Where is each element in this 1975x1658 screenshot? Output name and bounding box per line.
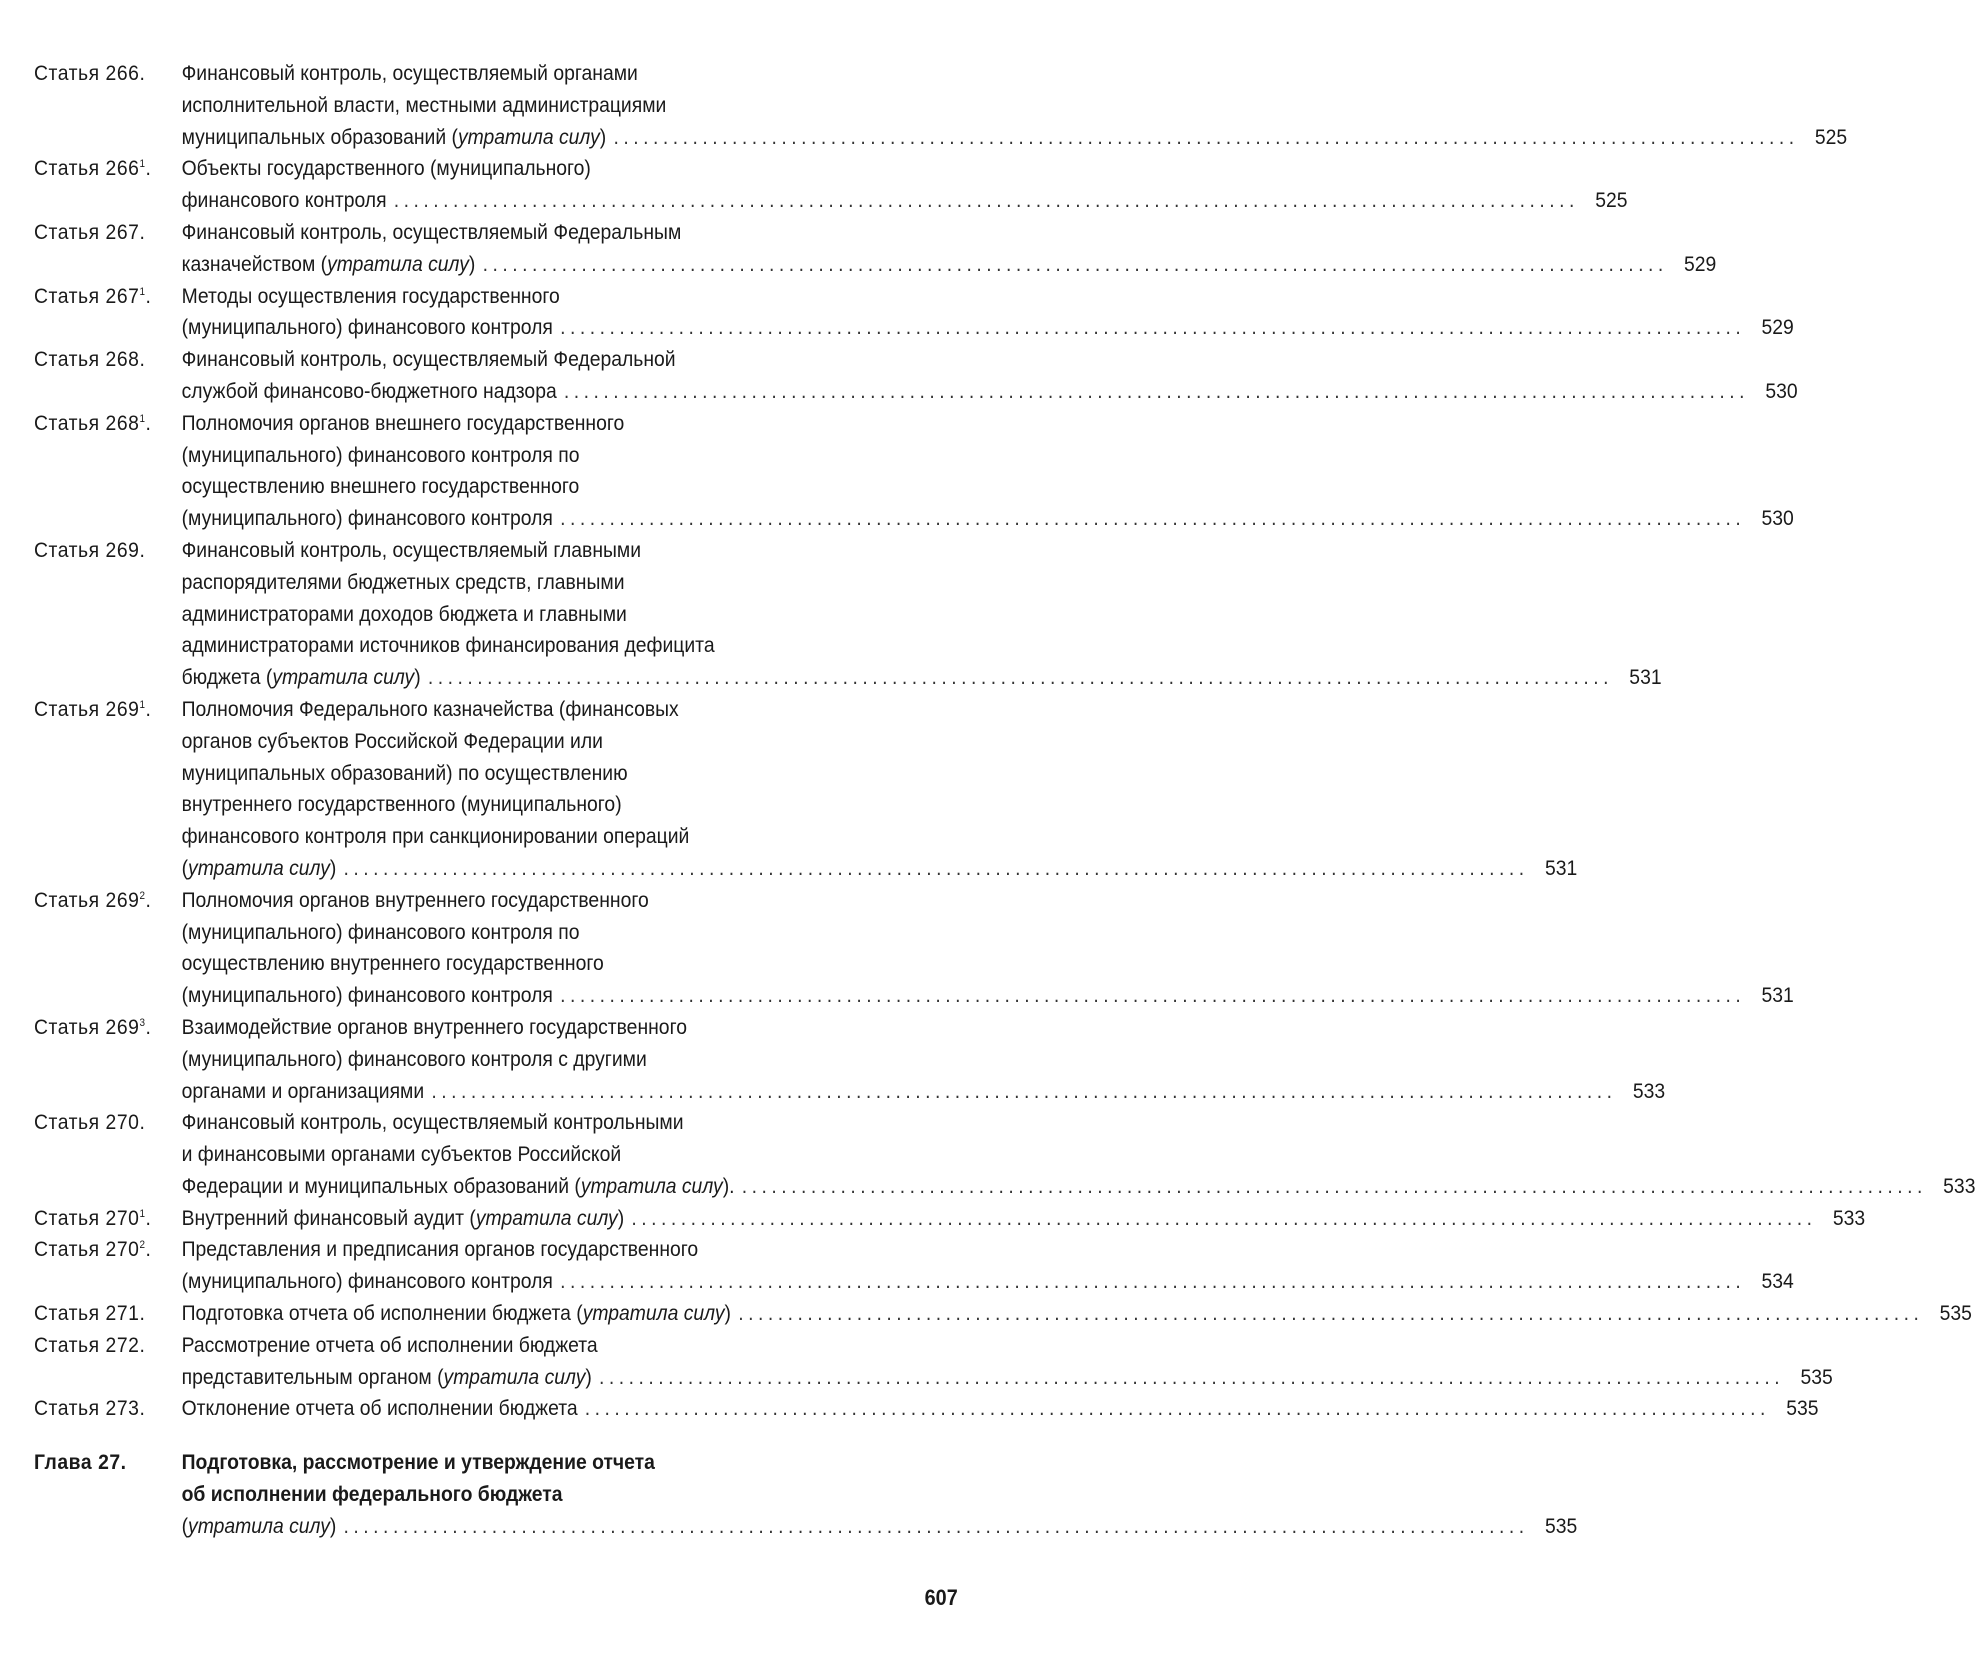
title-text-end: ) [585,1364,592,1389]
title-line: (муниципального) финансового контроля с другими [181,1046,647,1071]
repealed-note: утратила силу [272,665,415,690]
repealed-note: утратила силу [580,1173,723,1198]
title-line: муниципальных образований) по осуществлению [181,760,628,785]
entry-title [182,408,1794,535]
title-text [182,980,553,1012]
title-text [182,1298,731,1330]
entry-title [182,1393,1819,1425]
entry-title [182,885,1794,1012]
title-text [182,122,607,154]
label-superscript: 1 [139,285,146,298]
entry-title [182,344,1798,408]
page-reference[interactable]: 533 [1832,1205,1866,1230]
page-reference[interactable]: 535 [1545,1513,1578,1538]
entry-title [182,1012,1666,1107]
title-text-part: Внутренний финансовый аудит ( [181,1205,476,1230]
entry-title [182,694,1578,885]
entry-title [182,1234,1794,1298]
title-text-part: Подготовка отчета об исполнении бюджета ( [181,1301,583,1326]
label-text: Статья 266 [34,156,140,181]
entry-title [182,1330,1833,1394]
toc-entry[interactable] [34,1330,1833,1394]
page-reference[interactable]: 533 [1632,1078,1666,1103]
label-dot: . [145,156,152,181]
title-last-line [182,1511,1578,1543]
title-line: осуществлению внешнего государственного [181,474,580,499]
dot-leader: ........................................................................................................................ [560,983,1746,1008]
title-line: Полномочия органов внутреннего государственного [181,887,649,912]
dot-leader: ........................................................................................................................ [431,1078,1617,1103]
page-reference[interactable]: 525 [1595,188,1628,213]
repealed-note: утратила силу [188,1513,330,1538]
label-superscript: 1 [139,1207,146,1220]
title-text-part: ( [181,855,189,880]
label-text: Статья 271. [34,1301,146,1326]
title-text [182,503,553,535]
title-text-part: муниципальных образований ( [181,124,458,149]
page-reference[interactable]: 529 [1684,251,1717,276]
article-label [34,885,182,917]
repealed-note: утратила силу [188,855,330,880]
title-last-line [182,1171,1975,1203]
title-line: Полномочия органов внешнего государственного [181,410,625,435]
title-text [182,249,476,281]
title-line: финансового контроля при санкционировании операций [181,824,690,849]
label-text: Статья 270 [34,1237,140,1262]
title-text-part: (муниципального) финансового контроля [181,983,553,1008]
title-line: исполнительной власти, местными администрациями [181,92,667,117]
page-reference[interactable]: 531 [1761,983,1794,1008]
title-text-end: ) [329,855,337,880]
toc-entry[interactable] [34,1203,1866,1235]
title-text [182,1511,337,1543]
toc-entry[interactable] [34,153,1628,217]
page-reference[interactable]: 534 [1761,1269,1794,1294]
page-reference[interactable]: 525 [1814,124,1848,149]
title-line: распорядителями бюджетных средств, главными [181,569,625,594]
label-text: Статья 269 [34,696,140,721]
dot-leader: ........................................................................................................................ [560,506,1746,531]
page-reference[interactable]: 530 [1761,506,1794,531]
entry-title [182,1447,1578,1542]
article-label [34,408,182,440]
label-text: Статья 267. [34,219,146,244]
repealed-note: утратила силу [443,1364,586,1389]
title-line: Финансовый контроль, осуществляемый главными [181,537,642,562]
title-text-part: органами и организациями [181,1078,425,1103]
article-label [34,1298,182,1330]
entry-title [182,535,1662,694]
dot-leader: ........................................................................................................................ [560,315,1746,340]
article-label [34,1330,182,1362]
chapter-entry[interactable] [34,1447,1578,1542]
title-text-part: представительным органом ( [181,1364,444,1389]
title-text-part: (муниципального) финансового контроля [181,1269,553,1294]
title-text-end: ). [722,1173,735,1198]
title-line: Финансовый контроль, осуществляемый Федеральным [181,219,682,244]
label-superscript: 1 [139,412,146,425]
toc-entry[interactable] [34,408,1794,535]
dot-leader: ........................................................................................................................ [343,855,1529,880]
title-last-line [182,662,1662,694]
title-last-line [182,503,1794,535]
title-line: внутреннего государственного (муниципального) [181,792,622,817]
repealed-note: утратила силу [475,1205,618,1230]
dot-leader: ........................................................................................................................ [393,188,1579,213]
title-text-end: ) [599,124,607,149]
label-dot: . [145,410,152,435]
repealed-note: утратила силу [327,251,469,276]
dot-leader: ........................................................................................................................ [482,251,1668,276]
title-line: Подготовка, рассмотрение и утверждение отчета [181,1450,655,1475]
article-label [34,694,182,726]
title-text-part: Федерации и муниципальных образований ( [181,1173,581,1198]
label-dot: . [145,1205,152,1230]
title-last-line [182,1393,1819,1425]
title-last-line [182,376,1798,408]
article-label [34,535,182,567]
title-line: Полномочия Федерального казначейства (финансовых [181,696,679,721]
title-text [182,1076,425,1108]
dot-leader: ........................................................................................................................ [560,1269,1746,1294]
label-text: Статья 273. [34,1396,146,1421]
title-text-part: финансового контроля [181,188,387,213]
label-text: Статья 272. [34,1332,146,1357]
entry-title [182,1298,1972,1330]
label-text: Статья 269 [34,887,140,912]
article-label [34,1012,182,1044]
label-superscript: 1 [139,158,146,171]
label-dot: . [145,887,152,912]
entry-title [182,281,1794,345]
title-text [182,1362,592,1394]
toc-entry[interactable] [34,1107,1975,1202]
article-label [34,1234,182,1266]
dot-leader: ........................................................................................................................ [343,1513,1529,1538]
label-text: Статья 269 [34,1014,140,1039]
title-last-line [182,853,1578,885]
label-dot: . [145,1237,152,1262]
toc-entry[interactable] [34,217,1717,281]
label-superscript: 1 [139,698,146,711]
article-label [34,1393,182,1425]
toc-entry[interactable] [34,1298,1972,1330]
title-line: администраторами источников финансирования дефицита [181,633,715,658]
toc-entry[interactable] [34,535,1662,694]
dot-leader: ........................................................................................................................ [738,1301,1924,1326]
title-text [182,185,387,217]
title-last-line [182,122,1848,154]
title-text-part: (муниципального) финансового контроля [181,506,553,531]
entry-title [182,58,1848,153]
title-line: Финансовый контроль, осуществляемый органами [181,61,638,85]
page-reference[interactable]: 533 [1943,1173,1975,1198]
title-line: осуществлению внутреннего государственного [181,951,604,976]
label-dot: . [145,696,152,721]
toc-entry[interactable] [34,694,1578,885]
title-text [182,662,421,694]
repealed-note: утратила силу [582,1301,725,1326]
title-line: Финансовый контроль, осуществляемый контрольными [181,1110,684,1135]
title-text-part: ( [181,1513,189,1538]
dot-leader: ........................................................................................................................ [741,1173,1927,1198]
title-text-end: ) [617,1205,625,1230]
page-reference[interactable]: 530 [1765,378,1798,403]
title-line: органов субъектов Российской Федерации или [181,728,603,753]
page-reference[interactable]: 535 [1800,1364,1833,1389]
title-line: (муниципального) финансового контроля по [181,442,580,467]
label-text: Статья 266. [34,61,146,85]
dot-leader: ........................................................................................................................ [631,1205,1817,1230]
article-label [34,1107,182,1139]
title-line: Взаимодействие органов внутреннего государственного [181,1014,687,1039]
toc-entry[interactable] [34,281,1794,345]
article-label [34,1203,182,1235]
title-text-end: ) [414,665,421,690]
title-line: Представления и предписания органов государственного [181,1237,699,1262]
toc-entry[interactable] [34,885,1794,1012]
title-line: и финансовыми органами субъектов Российской [181,1142,622,1167]
chapter-label [34,1447,182,1479]
title-text-part: службой финансово-бюджетного надзора [181,378,557,403]
title-line: (муниципального) финансового контроля по [181,919,580,944]
title-text [182,312,553,344]
title-line: об исполнении федерального бюджета [181,1482,563,1507]
title-line: Рассмотрение отчета об исполнении бюджета [181,1332,598,1357]
article-label [34,281,182,313]
entry-title [182,217,1717,281]
title-last-line [182,1076,1666,1108]
dot-leader: ........................................................................................................................ [584,1396,1770,1421]
page-number: 607 [924,1585,958,1610]
dot-leader: ........................................................................................................................ [613,124,1799,149]
toc-entry[interactable] [34,1012,1666,1107]
page-reference[interactable]: 535 [1786,1396,1819,1421]
page-reference[interactable]: 531 [1629,665,1662,690]
title-text-end: ) [468,251,476,276]
title-last-line [182,1298,1972,1330]
article-label [34,58,182,90]
dot-leader: ........................................................................................................................ [563,378,1750,403]
title-text [182,376,557,408]
dot-leader: ........................................................................................................................ [599,1364,1785,1389]
title-text [182,1393,578,1425]
title-last-line [182,249,1717,281]
entry-title [182,153,1628,217]
title-line: Финансовый контроль, осуществляемый Федеральной [181,347,676,372]
repealed-note: утратила силу [457,124,600,149]
title-line: Методы осуществления государственного [181,283,560,308]
title-text-part: бюджета ( [181,665,273,690]
table-of-contents [34,58,1975,1543]
title-last-line [182,185,1628,217]
toc-entry[interactable] [34,58,1848,153]
title-text-part: казначейством ( [181,251,328,276]
title-text [182,1171,735,1203]
title-line: Объекты государственного (муниципального) [181,156,591,181]
label-superscript: 2 [139,889,146,902]
label-text: Статья 268 [34,410,140,435]
title-text-end: ) [329,1513,337,1538]
label-text: Статья 269. [34,537,146,562]
title-last-line [182,1203,1866,1235]
title-text [182,1266,553,1298]
entry-title [182,1107,1975,1202]
title-line: администраторами доходов бюджета и главными [181,601,627,626]
page-reference[interactable]: 535 [1939,1301,1972,1326]
article-label [34,344,182,376]
label-text: Статья 270. [34,1110,146,1135]
label-text: Статья 268. [34,347,146,372]
dot-leader: ........................................................................................................................ [427,665,1613,690]
label-text: Статья 270 [34,1205,140,1230]
page-reference[interactable]: 531 [1545,855,1578,880]
title-last-line [182,1362,1833,1394]
entry-title [182,1203,1866,1235]
title-text [182,853,337,885]
label-dot: . [145,1014,152,1039]
toc-entry[interactable] [34,1393,1819,1425]
label-dot: . [145,283,152,308]
label-text: Глава 27. [34,1450,127,1475]
title-text [182,1203,625,1235]
title-text-part: Отклонение отчета об исполнении бюджета [181,1396,578,1421]
label-superscript: 3 [139,1016,146,1029]
title-last-line [182,312,1794,344]
title-last-line [182,1266,1794,1298]
label-superscript: 2 [139,1239,146,1252]
article-label [34,217,182,249]
title-text-end: ) [724,1301,731,1326]
toc-entry[interactable] [34,344,1798,408]
label-text: Статья 267 [34,283,140,308]
toc-entry[interactable] [34,1234,1794,1298]
title-text-part: (муниципального) финансового контроля [181,315,553,340]
title-last-line [182,980,1794,1012]
page-reference[interactable]: 529 [1761,315,1794,340]
article-label [34,153,182,185]
